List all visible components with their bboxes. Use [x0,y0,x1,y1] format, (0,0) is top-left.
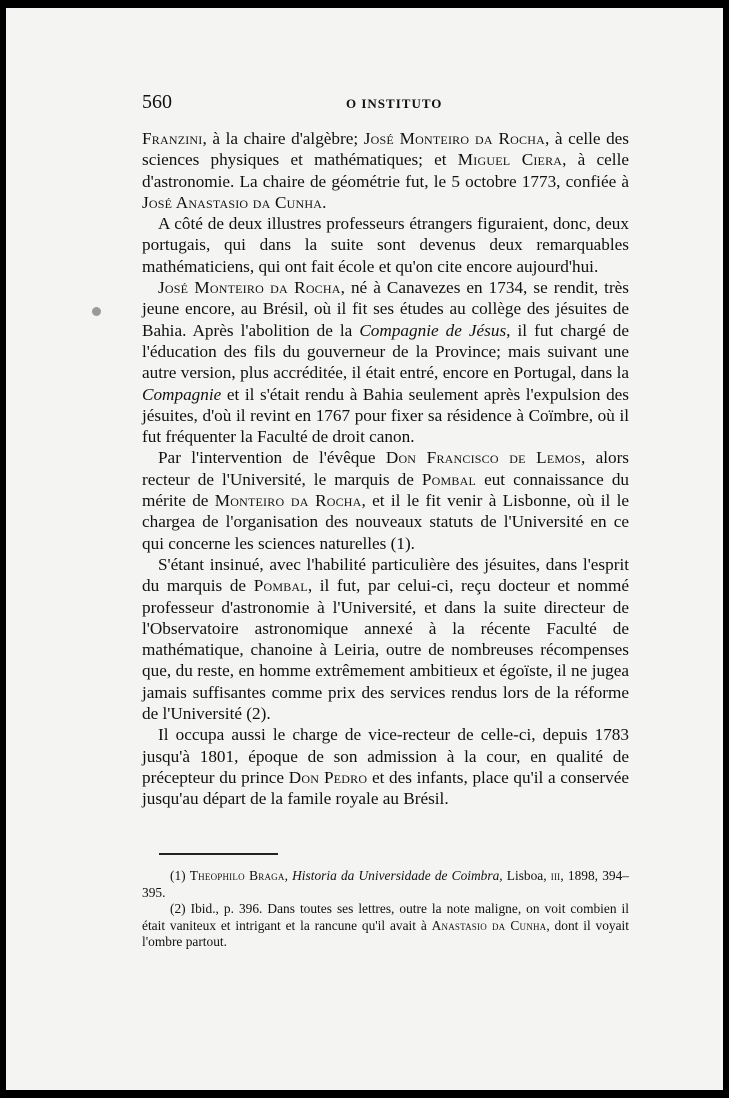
small-caps-name: Theophilo Braga [189,868,285,883]
small-caps-name: Don Francisco de Lemos [385,448,581,468]
margin-mark [92,307,101,316]
small-caps-name: José Monteiro da Rocha [363,129,545,148]
small-caps-name: Don Pedro [288,767,368,787]
text-run: et des infants, place qu'il a conservée jusqu'au départ de la famile royale au Brésil. [142,767,629,809]
text-run: , né à Canavezes en 1734, se rendit, très jeune encore, au Brésil, où il fit ses études au collège des jésuites de Bahia. Après l'abolition de la [142,278,630,340]
text-run: , à celle d'astronomie. La chaire de géométrie fut, le 5 octobre 1773, confiée à [142,150,629,191]
text-run: . [322,192,327,212]
text-run: (2) Ibid., p. 396. Dans toutes ses lettres, outre la note maligne, on voit combien il était vaniteux et intrigant et la rancune qu'il avait à [142,901,629,933]
paragraph [142,724,629,809]
text-run: A côté de deux illustres professeurs étrangers figuraient, donc, deux portugais, qui dans la suite sont devenus deux remarquables mathématiciens, qui ont fait école et qu'on cite encore aujourd'hui. [142,214,629,276]
small-caps-name: José Monteiro da Rocha [158,278,341,298]
paragraph [142,128,629,213]
book-page [6,8,723,1090]
italic-text: Compagnie [142,384,222,404]
text-run: , il fut, par celui-ci, reçu docteur et nommé professeur d'astronomie à l'Université, et dans la suite directeur de l'Observatoire astronomique annexé à la récente Faculté de mathématique, chanoine à Leiria, outre de nombreuses récompenses que, du reste, en homme extrêmement ambitieux et égoïste, il ne jugea jamais suffisantes comme prix des services rendus lors de la réforme de l'Université (2). [142,576,629,724]
paragraph [142,447,629,553]
footnotes [142,868,629,951]
text-run: , 1898, 394–395. [142,868,629,900]
footnote [142,868,629,901]
text-run: , alors recteur de l'Université, le marquis de [142,448,629,489]
text-run: eut connaissance du mérite de [142,469,630,511]
text-run: , à celle des sciences physiques et mathématiques; et [142,129,629,170]
text-run: , et il le fit venir à Lisbonne, où il le chargea de l'organisation des nouveaux statuts de l'Université en ce qui concerne les sciences naturelles (1). [142,491,630,553]
italic-text: Historia da Universidade de Coimbra [292,868,500,883]
body-text [142,128,629,810]
text-run: , il fut chargé de l'éducation des fils du gouverneur de la Province; mais suivant une autre version, plus accréditée, il était entré, encore en Portugal, dans la [142,320,630,383]
small-caps-name: José Anastasio da Cunha [142,192,323,212]
paragraph [142,213,629,277]
text-run: et il s'était rendu à Bahia seulement après l'expulsion des jésuites, d'où il revint en 1767 pour fixer sa résidence à Coïmbre, où il fut fréquenter la Faculté de droit canon. [142,384,629,447]
small-caps-name: Monteiro da Rocha [214,491,362,511]
text-run: (1) [170,868,190,883]
italic-text: Compagnie de Jésus [359,320,507,340]
text-run: , [284,868,293,883]
text-run: Il occupa aussi le charge de vice-recteur de celle-ci, depuis 1783 jusqu'à 1801, époque de son admission à la cour, en qualité de précepteur du prince [142,725,629,787]
page-header [6,91,723,113]
footnote-divider [159,853,278,855]
small-caps-name: Franzini [142,129,203,148]
footnote [142,901,629,951]
text-run: , à la chaire d'algèbre; [202,129,364,148]
page-number: 560 [142,91,172,113]
text-run: , dont il voyait l'ombre partout. [142,917,629,949]
running-title: O INSTITUTO [346,96,443,111]
paragraph [142,277,629,447]
small-caps-name: Miguel Ciera [457,150,563,170]
paragraph [142,554,629,724]
small-caps-name: iii [550,868,561,883]
text-run: Par l'intervention de l'évêque [158,448,386,468]
small-caps-name: Pombal [253,576,308,596]
small-caps-name: Anastasio da Cunha [431,917,547,933]
small-caps-name: Pombal [421,469,477,489]
text-run: S'étant insinué, avec l'habilité particulière des jésuites, dans l'esprit du marquis de [142,554,629,596]
text-run: , Lisboa, [499,868,551,883]
